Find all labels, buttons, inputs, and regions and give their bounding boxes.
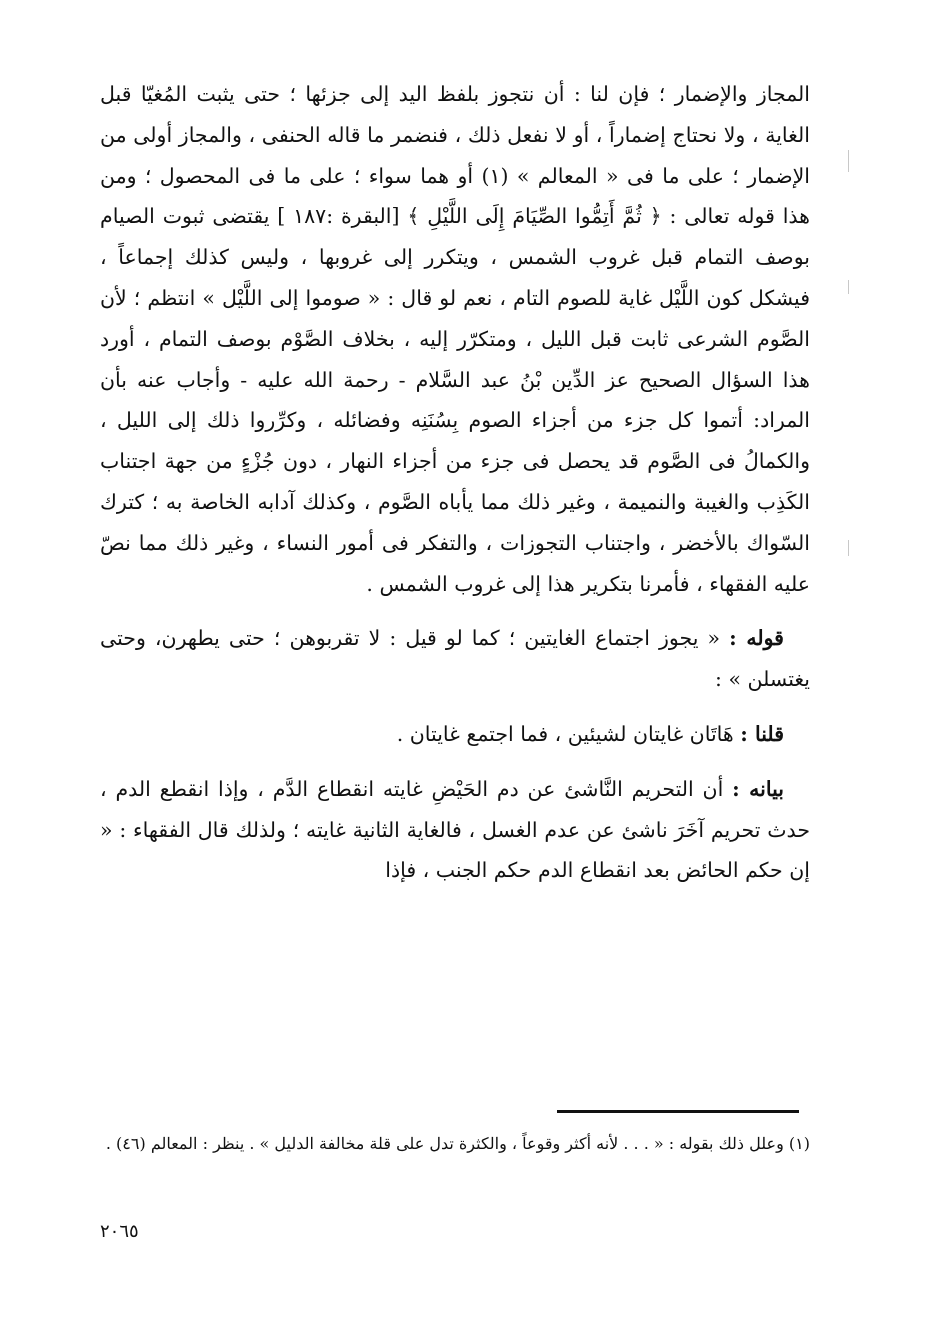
- paragraph-3: [100, 714, 810, 755]
- paragraph-4-text: أن التحريم النَّاشئ عن دم الحَيْضِ غايته انقطاع الدَّم ، وإذا انقطع الدم ، حدث تحريم آخَرَ ناشئ عن عدم الغسل ، فالغاية الثانية غايته ؛ ولذلك قال الفقهاء : « إن حكم الحائض بعد انقطاع الدم حكم الجنب ، فإذا: [100, 776, 810, 883]
- paragraph-4-lead: بيانه :: [732, 776, 785, 801]
- paragraph-3-lead: قلنا :: [740, 721, 784, 746]
- margin-mark: [848, 540, 849, 556]
- margin-mark: [848, 150, 849, 172]
- paragraph-2-lead: قوله :: [729, 626, 784, 651]
- footnote-divider: [557, 1110, 799, 1113]
- footnote: (١) وعلل ذلك بقوله : « . . . لأنه أكثر وقوعاً ، والكثرة تدل على قلة مخالفة الدليل » . ينظر : المعالم (٤٦) .: [105, 1134, 810, 1153]
- paragraph-1: [100, 74, 810, 604]
- paragraph-2-text: « يجوز اجتماع الغايتين ؛ كما لو قيل : لا تقربوهن ؛ حتى يطهرن، وحتى يغتسلن » :: [100, 626, 810, 692]
- page-number: ٢٠٦٥: [100, 1221, 139, 1242]
- paragraph-4: [100, 769, 810, 891]
- paragraph-1-text: المجاز والإضمار ؛ فإن لنا : أن نتجوز بلفظ اليد إلى جزئها ؛ حتى يثبت المُغيّا قبل الغاية ، ولا نحتاج إضماراً ، أو لا نفعل ذلك ، فنضمر ما قاله الحنفى ، والمجاز أولى من الإضمار ؛ على ما فى « المعالم » (١) أو هما سواء ؛ على ما فى المحصول ؛ ومن هذا قوله تعالى : ﴿ ثُمَّ أَتِمُّوا الصِّيَامَ إِلَى اللَّيْلِ ﴾ [البقرة :١٨٧ ] يقتضى ثبوت الصيام بوصف التمام قبل غروب الشمس ، ويتكرر إلى غروبها ، وليس كذلك إجماعاً ، فيشكل كون اللَّيْل غاية للصوم التام ، نعم لو قال : « صوموا إلى اللَّيْل » انتظم ؛ لأن الصَّوم الشرعى ثابت قبل الليل ، ومتكرّر إليه ، بخلاف الصَّوْم بوصف التمام ، أورد هذا السؤال الصحيح عز الدِّين بْنُ عبد السَّلام - رحمة الله عليه - وأجاب عنه بأن المراد: أتموا كل جزء من أجزاء الصوم بِسُنَنِه وفضائله ، وكرِّروا ذلك إلى الليل ، والكمالُ فى الصَّوم قد يحصل فى جزء من أجزاء النهار ، دون جُزْءٍ من جهة اجتناب الكَذِب والغيبة والنميمة ، وغير ذلك مما يأباه الصَّوم ، وكذلك آدابه الخاصة به ؛ كترك السّواك بالأخضر ، واجتناب التجوزات ، والتفكر فى أمور النساء ، وغير ذلك مما نصّ عليه الفقهاء ، فأمرنا بتكرير هذا إلى غروب الشمس .: [100, 82, 811, 596]
- paragraph-2: [100, 618, 810, 700]
- margin-mark: [848, 280, 849, 294]
- paragraph-3-text: هَاتَان غايتان لشيئين ، فما اجتمع غايتان .: [396, 721, 741, 746]
- main-text: [100, 74, 810, 891]
